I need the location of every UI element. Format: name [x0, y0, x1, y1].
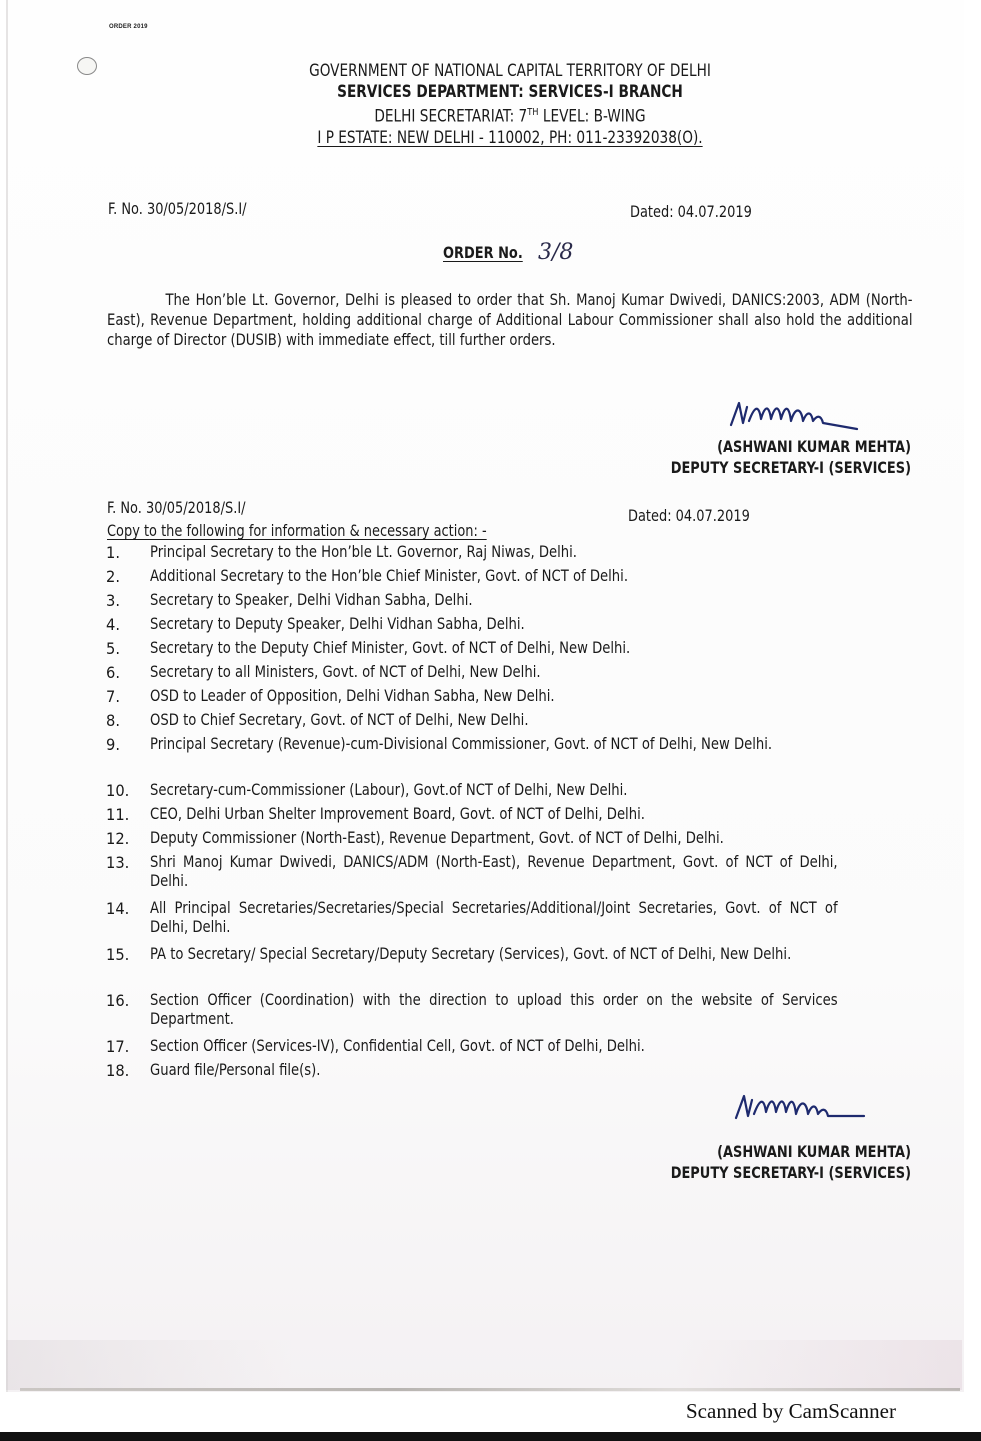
list-item-text: OSD to Leader of Opposition, Delhi Vidhan Sabha, New Delhi.: [150, 686, 555, 705]
list-item-number: 5.: [106, 639, 120, 658]
signatory-block-1: [671, 436, 911, 478]
list-item-text: PA to Secretary/ Special Secretary/Deputy Secretary (Services), Govt. of NCT of Delhi, New Delhi.: [150, 944, 792, 963]
list-item-number: 1.: [106, 543, 120, 562]
copy-file-number: F. No. 30/05/2018/S.I/: [107, 498, 246, 517]
file-number: F. No. 30/05/2018/S.I/: [108, 199, 247, 218]
list-item-number: 13.: [106, 853, 130, 872]
list-item-text: Section Officer (Services-IV), Confidential Cell, Govt. of NCT of Delhi, Delhi.: [150, 1036, 645, 1055]
list-item: [106, 991, 914, 1028]
letterhead-line-3-prefix: DELHI SECRETARIAT: 7: [374, 106, 528, 126]
list-item-number: 10.: [106, 781, 130, 800]
signatory-designation: DEPUTY SECRETARY-I (SERVICES): [670, 458, 911, 477]
list-item-text: CEO, Delhi Urban Shelter Improvement Board, Govt. of NCT of Delhi, Delhi.: [150, 804, 645, 823]
letterhead-line-3: [262, 102, 759, 127]
list-item: [106, 945, 914, 964]
scanner-watermark: Scanned by CamScanner: [686, 1399, 896, 1423]
list-item-number: 16.: [106, 991, 130, 1010]
list-item-text: Secretary to the Deputy Chief Minister, Govt. of NCT of Delhi, New Delhi.: [150, 638, 631, 657]
list-item-number: 15.: [106, 945, 130, 964]
list-item: [106, 805, 914, 824]
page-edge: [20, 1388, 960, 1391]
list-item-number: 3.: [106, 591, 120, 610]
list-item-text: Guard file/Personal file(s).: [150, 1060, 321, 1079]
order-title: ORDER No.: [443, 243, 523, 262]
list-item-text: Secretary to all Ministers, Govt. of NCT of Delhi, New Delhi.: [150, 662, 541, 681]
order-date: Dated: 04.07.2019: [630, 202, 752, 221]
list-item: [106, 853, 914, 890]
list-item-number: 9.: [106, 735, 120, 754]
letterhead-superscript: TH: [527, 107, 539, 118]
order-body: [107, 290, 913, 350]
list-item-number: 18.: [106, 1061, 130, 1080]
signatory-block-2: [671, 1141, 911, 1183]
list-item: [106, 615, 914, 634]
list-item-text: Principal Secretary (Revenue)-cum-Divisional Commissioner, Govt. of NCT of Delhi, New Delhi.: [150, 734, 773, 753]
order-number-handwritten: 3/8: [538, 240, 574, 265]
list-item-text: Additional Secretary to the Hon’ble Chief Minister, Govt. of NCT of Delhi.: [150, 566, 629, 585]
list-item: [106, 639, 914, 658]
list-item-number: 6.: [106, 663, 120, 682]
list-item: [106, 1037, 914, 1056]
list-item: [106, 711, 914, 730]
list-item: [106, 687, 914, 706]
file-tag: ORDER 2019: [109, 24, 148, 30]
list-item-text: All Principal Secretaries/Secretaries/Special Secretaries/Additional/Joint Secretaries, Govt. of NCT of Delhi, Delhi.: [150, 898, 838, 936]
list-item: [106, 899, 914, 936]
copy-heading: Copy to the following for information & necessary action: -: [107, 521, 487, 540]
list-item: [106, 663, 914, 682]
list-item-text: OSD to Chief Secretary, Govt. of NCT of Delhi, New Delhi.: [150, 710, 529, 729]
punch-hole-icon: [77, 57, 97, 75]
list-item-number: 14.: [106, 899, 130, 918]
copy-date: Dated: 04.07.2019: [628, 506, 750, 525]
signatory-name: (ASHWANI KUMAR MEHTA): [717, 437, 911, 456]
list-item: [106, 735, 914, 754]
signature-icon: [730, 1088, 870, 1138]
page-shadow: [6, 1340, 962, 1390]
list-item-number: 11.: [106, 805, 130, 824]
list-item-text: Section Officer (Coordination) with the direction to upload this order on the website of Services Department.: [150, 990, 838, 1028]
order-body-text: The Hon’ble Lt. Governor, Delhi is pleased to order that Sh. Manoj Kumar Dwivedi, DANICS:2003, ADM (North-East), Revenue Department, holding additional charge of Additional Labour Commissioner shall also hold the additional charge of Director (DUSIB) with immediate effect, till further orders.: [107, 290, 913, 349]
list-item: [106, 543, 914, 562]
letterhead-line-2: SERVICES DEPARTMENT: SERVICES-I BRANCH: [337, 82, 683, 101]
list-item: [106, 591, 914, 610]
list-item-text: Secretary-cum-Commissioner (Labour), Govt.of NCT of Delhi, New Delhi.: [150, 780, 628, 799]
letterhead-line-1: GOVERNMENT OF NATIONAL CAPITAL TERRITORY OF DELHI: [309, 61, 711, 80]
list-item-number: 17.: [106, 1037, 130, 1056]
list-item: [106, 781, 914, 800]
list-item-number: 2.: [106, 567, 120, 586]
list-item-number: 12.: [106, 829, 130, 848]
letterhead-line-3-suffix: LEVEL: B-WING: [538, 106, 646, 126]
letterhead: [262, 60, 759, 148]
list-item: [106, 829, 914, 848]
list-item-number: 7.: [106, 687, 120, 706]
list-item-number: 8.: [106, 711, 120, 730]
list-item-text: Principal Secretary to the Hon’ble Lt. Governor, Raj Niwas, Delhi.: [150, 542, 577, 561]
list-item: [106, 1061, 914, 1080]
list-item: [106, 567, 914, 586]
signatory-name: (ASHWANI KUMAR MEHTA): [717, 1142, 911, 1161]
list-item-text: Deputy Commissioner (North-East), Revenue Department, Govt. of NCT of Delhi, Delhi.: [150, 828, 724, 847]
list-item-text: Shri Manoj Kumar Dwivedi, DANICS/ADM (North-East), Revenue Department, Govt. of NCT of Delhi, Delhi.: [150, 852, 838, 890]
signatory-designation: DEPUTY SECRETARY-I (SERVICES): [670, 1163, 911, 1182]
list-item-number: 4.: [106, 615, 120, 634]
list-item-text: Secretary to Speaker, Delhi Vidhan Sabha, Delhi.: [150, 590, 473, 609]
letterhead-address: I P ESTATE: NEW DELHI - 110002, PH: 011-23392038(O).: [317, 127, 703, 147]
list-item-text: Secretary to Deputy Speaker, Delhi Vidhan Sabha, Delhi.: [150, 614, 525, 633]
bottom-bar: [0, 1432, 981, 1441]
